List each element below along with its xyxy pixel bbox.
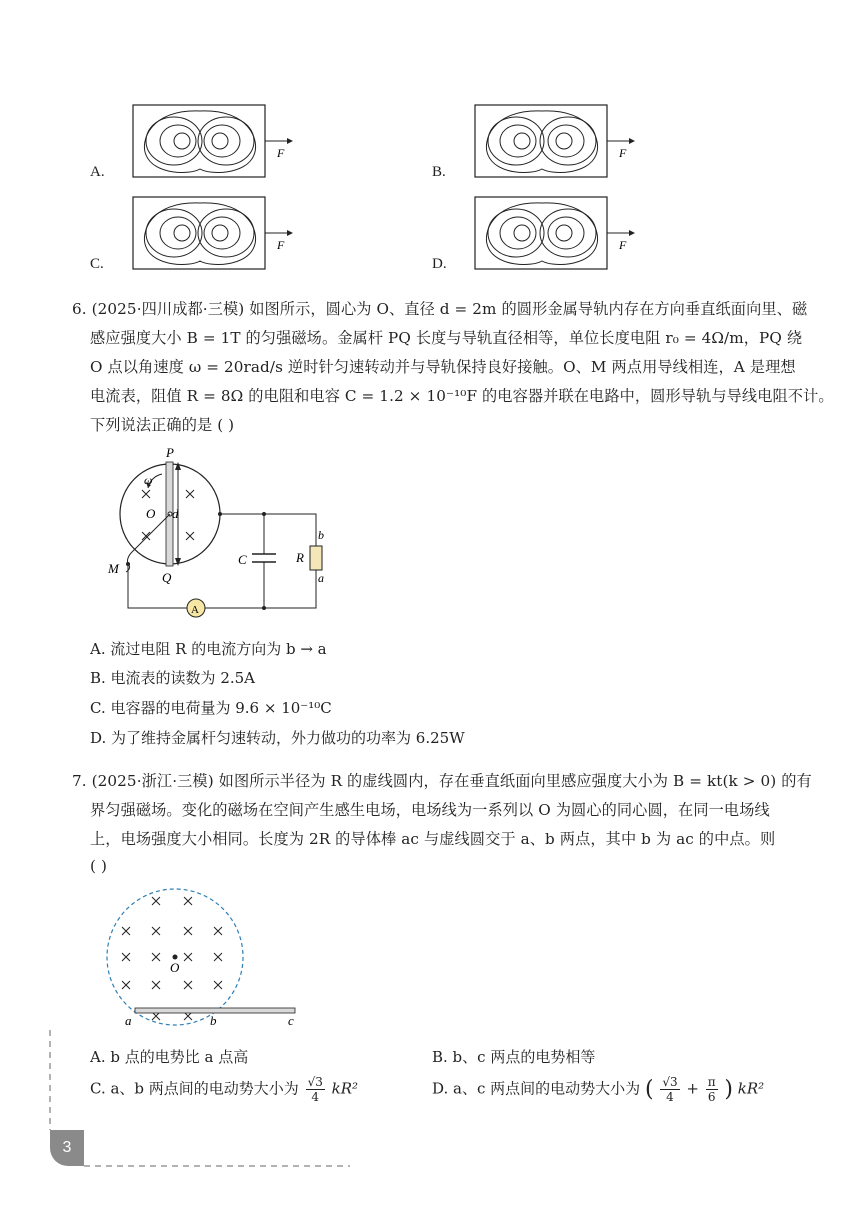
- force-label-d: F: [619, 238, 627, 252]
- q6-line-3: O 点以角速度 ω = 20rad/s 逆时针匀速转动并与导轨保持良好接触。O、M 两点用导线相连，A 是理想: [90, 358, 796, 376]
- q6-circuit-figure: [100, 442, 340, 622]
- q-label: Q: [162, 570, 172, 585]
- q6-line-1: 6. (2025·四川成都·三模) 如图所示，圆心为 O、直径 d = 2m 的圆形金属导轨内存在方向垂直纸面向里、磁: [72, 300, 808, 318]
- q7-field-figure: [100, 884, 310, 1032]
- q7-option-b: B. b、c 两点的电势相等: [432, 1048, 596, 1066]
- a-label: a: [318, 571, 324, 585]
- q6-line-4: 电流表，阻值 R = 8Ω 的电阻和电容 C = 1.2 × 10⁻¹⁰F 的电容器并联在电路中，圆形导轨与导线电阻不计。: [90, 387, 834, 405]
- c-label: C: [238, 552, 247, 567]
- paren-open: (: [644, 1077, 654, 1102]
- q7-option-d-tail: kR²: [737, 1079, 765, 1098]
- q7-b-label: b: [210, 1013, 217, 1028]
- q7-option-c-text: C. a、b 两点间的电动势大小为: [90, 1079, 299, 1098]
- page-number: 3: [50, 1130, 84, 1166]
- omega-label: ω: [144, 473, 153, 487]
- q5-figure-b: [472, 103, 642, 179]
- frac-den: 6: [707, 1090, 716, 1104]
- q7-option-d: [432, 1075, 764, 1104]
- q5-option-c-label: C.: [90, 256, 104, 272]
- page-corner-decoration: [40, 1030, 360, 1180]
- ammeter-label: A: [191, 604, 199, 616]
- m-label: M: [108, 561, 119, 576]
- force-label-a: F: [277, 146, 285, 160]
- q5-option-d-label: D.: [432, 256, 447, 272]
- force-label-b: F: [619, 146, 627, 160]
- frac-num: √3: [662, 1075, 678, 1089]
- q7-c-label: c: [288, 1013, 294, 1028]
- q7-o-label: O: [170, 960, 180, 975]
- q5-option-b-label: B.: [432, 164, 446, 180]
- q7-option-d-fraction-1: [660, 1075, 679, 1104]
- q6-option-a: A. 流过电阻 R 的电流方向为 b → a: [90, 640, 327, 658]
- d-label: d: [172, 506, 179, 521]
- frac-den: 4: [311, 1090, 320, 1104]
- q5-figure-c: [130, 195, 300, 271]
- plus-sign: +: [686, 1079, 699, 1098]
- force-label-c: F: [277, 238, 285, 252]
- q6-option-d: D. 为了维持金属杆匀速转动，外力做功的功率为 6.25W: [90, 729, 465, 747]
- q7-option-c-tail: kR²: [331, 1079, 359, 1098]
- q7-option-d-text: D. a、c 两点间的电动势大小为: [432, 1079, 641, 1098]
- q6-option-c: C. 电容器的电荷量为 9.6 × 10⁻¹⁰C: [90, 699, 332, 717]
- q7-option-a: A. b 点的电势比 a 点高: [90, 1048, 249, 1066]
- q6-option-b: B. 电流表的读数为 2.5A: [90, 669, 256, 687]
- p-label: P: [166, 445, 174, 460]
- q7-a-label: a: [125, 1013, 132, 1028]
- q7-line-4: ( ): [90, 857, 107, 875]
- q5-option-a-label: A.: [90, 164, 105, 180]
- q6-line-2: 感应强度大小 B = 1T 的匀强磁场。金属杆 PQ 长度与导轨直径相等，单位长度电阻 r₀ = 4Ω/m，PQ 绕: [90, 329, 803, 347]
- frac-num: √3: [307, 1075, 323, 1089]
- q7-line-1: 7. (2025·浙江·三模) 如图所示半径为 R 的虚线圆内，存在垂直纸面向里感应强度大小为 B = kt(k > 0) 的有: [72, 772, 812, 790]
- r-label: R: [296, 550, 304, 565]
- q7-line-2: 界匀强磁场。变化的磁场在空间产生感生电场，电场线为一系列以 O 为圆心的同心圆，在同一电场线: [90, 801, 770, 819]
- q6-line-5: 下列说法正确的是 ( ): [90, 416, 235, 434]
- paren-close: ): [724, 1077, 733, 1102]
- q7-line-3: 上，电场强度大小相同。长度为 2R 的导体棒 ac 与虚线圆交于 a、b 两点，其中 b 为 ac 的中点。则: [90, 830, 776, 848]
- b-label: b: [318, 528, 324, 542]
- q5-figure-d: [472, 195, 642, 271]
- frac-num: π: [707, 1075, 716, 1089]
- q5-figure-a: [130, 103, 300, 179]
- q7-option-d-fraction-2: [706, 1075, 718, 1104]
- frac-den: 4: [666, 1090, 674, 1104]
- o-label: O: [146, 506, 156, 521]
